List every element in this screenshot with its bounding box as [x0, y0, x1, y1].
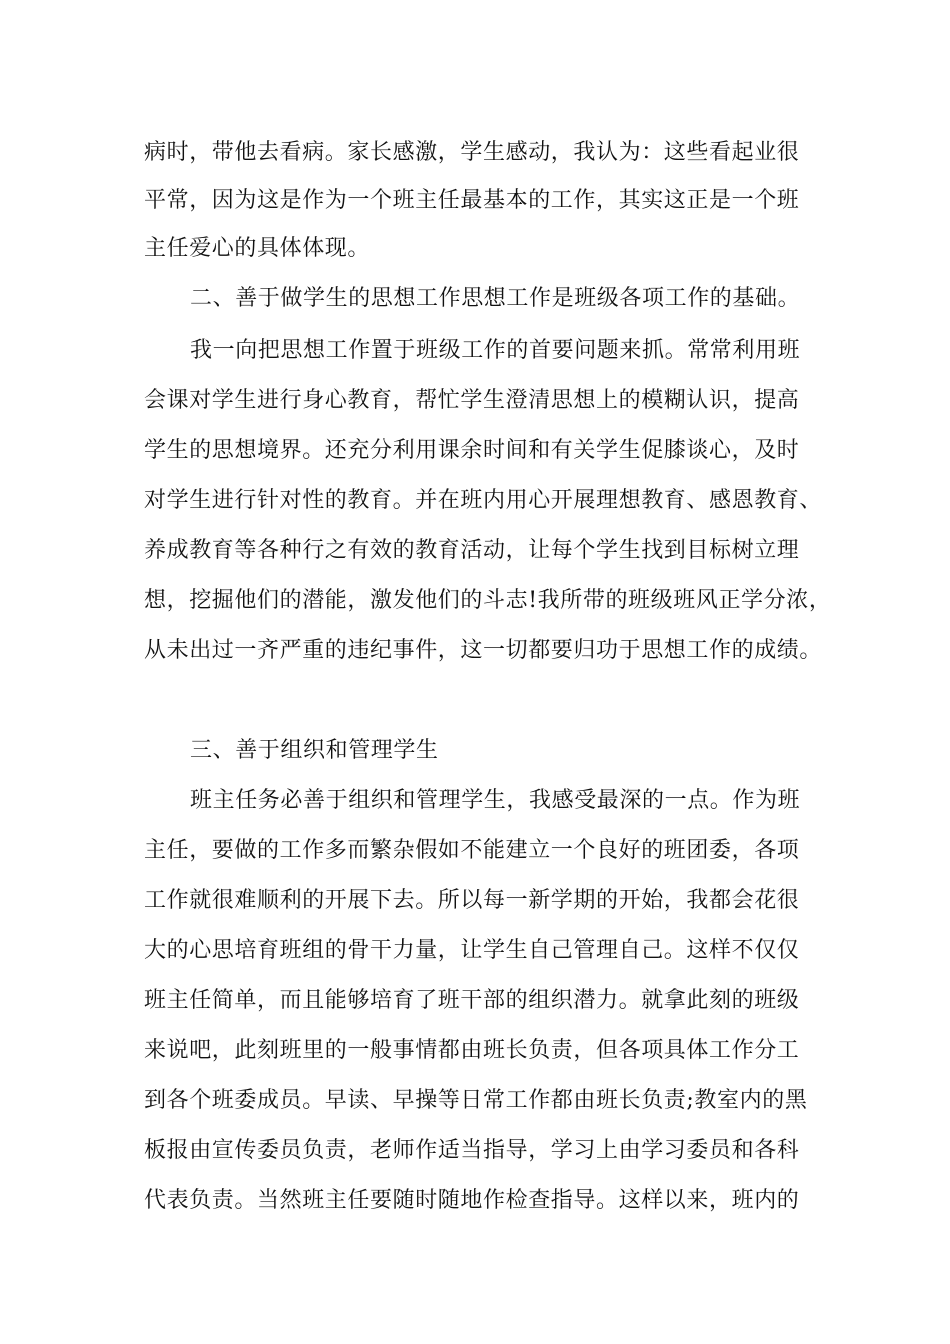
paragraph-line: 主任，要做的工作多而繁杂假如不能建立一个良好的班团委，各项: [144, 838, 800, 863]
paragraph-line: 工作就很难顺利的开展下去。所以每一新学期的开始，我都会花很: [144, 888, 800, 913]
paragraph-line: 班主任简单，而且能够培育了班干部的组织潜力。就拿此刻的班级: [144, 988, 800, 1013]
paragraph-line: 主任爱心的具体体现。: [144, 236, 371, 261]
section-heading: 二、善于做学生的思想工作思想工作是班级各项工作的基础。: [190, 286, 801, 311]
paragraph-line: 来说吧，此刻班里的一般事情都由班长负责，但各项具体工作分工: [144, 1038, 800, 1063]
paragraph-line: 代表负责。当然班主任要随时随地作检查指导。这样以来，班内的: [144, 1188, 800, 1213]
paragraph-line: 从未出过一齐严重的违纪事件，这一切都要归功于思想工作的成绩。: [144, 638, 823, 663]
paragraph-line: 我一向把思想工作置于班级工作的首要问题来抓。常常利用班: [190, 338, 801, 363]
paragraph-line: 班主任务必善于组织和管理学生，我感受最深的一点。作为班: [190, 788, 801, 813]
paragraph-line: 病时，带他去看病。家长感激，学生感动，我认为：这些看起业很: [144, 140, 800, 165]
paragraph-line: 平常，因为这是作为一个班主任最基本的工作，其实这正是一个班: [144, 188, 800, 213]
paragraph-line: 大的心思培育班组的骨干力量，让学生自己管理自己。这样不仅仅: [144, 938, 800, 963]
paragraph-line: 想，挖掘他们的潜能，激发他们的斗志!我所带的班级班风正学分浓，: [144, 588, 832, 613]
paragraph-line: 学生的思想境界。还充分利用课余时间和有关学生促膝谈心，及时: [144, 438, 800, 463]
paragraph-line: 对学生进行针对性的教育。并在班内用心开展理想教育、感恩教育、: [144, 488, 823, 513]
section-heading: 三、善于组织和管理学生: [190, 738, 439, 763]
paragraph-line: 养成教育等各种行之有效的教育活动，让每个学生找到目标树立理: [144, 538, 800, 563]
paragraph-line: 板报由宣传委员负责，老师作适当指导，学习上由学习委员和各科: [144, 1138, 800, 1163]
paragraph-line: 到各个班委成员。早读、早操等日常工作都由班长负责;教室内的黑: [144, 1088, 808, 1113]
paragraph-line: 会课对学生进行身心教育，帮忙学生澄清思想上的模糊认识，提高: [144, 388, 800, 413]
